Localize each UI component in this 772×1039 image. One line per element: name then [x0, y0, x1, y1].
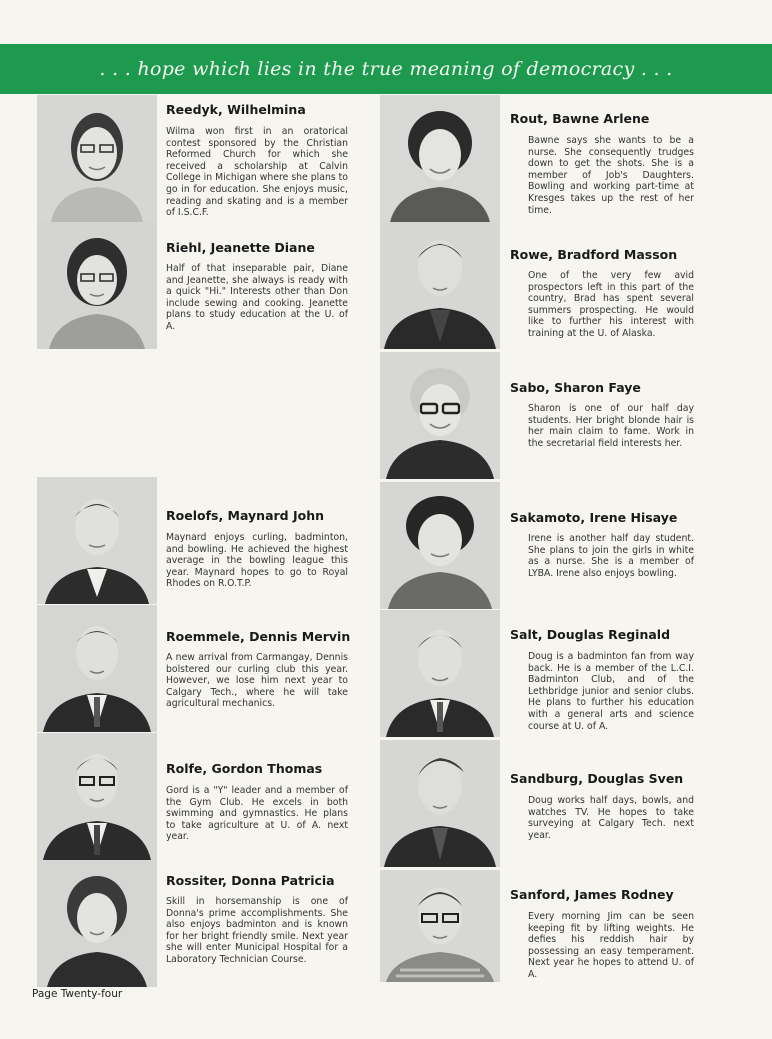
- student-photo: [37, 477, 157, 604]
- student-name: Salt, Douglas Reginald: [510, 627, 671, 642]
- student-bio: Doug is a badminton fan from way back. He is a member of the L.C.I. Badminton Club, and of the Lethbridge junior and senior clubs. He plans to further his education with a general arts and science course at U. of A.: [528, 651, 694, 732]
- student-bio: Irene is another half day student. She plans to join the girls in white as a nurse. She is a member of LYBA. Irene also enjoys bowling.: [528, 533, 694, 579]
- student-name: Sakamoto, Irene Hisaye: [510, 510, 678, 525]
- student-photo: [380, 95, 500, 222]
- student-name: Rowe, Bradford Masson: [510, 247, 678, 262]
- student-photo: [37, 605, 157, 732]
- student-name: Rolfe, Gordon Thomas: [166, 761, 323, 776]
- student-bio: A new arrival from Carmangay, Dennis bolstered our curling club this year. However, we lose him next year to Calgary Tech., where he will take agricultural mechanics.: [166, 652, 348, 710]
- student-photo: [37, 860, 157, 987]
- student-bio: Doug works half days, bowls, and watches TV. He hopes to take surveying at Calgary Tech. next year.: [528, 795, 694, 841]
- student-bio: Gord is a "Y" leader and a member of the Gym Club. He excels in both swimming and gymnastics. He plans to take agriculture at U. of A. next year.: [166, 785, 348, 843]
- student-name: Sanford, James Rodney: [510, 887, 674, 902]
- student-bio: Wilma won first in an oratorical contest sponsored by the Christian Reformed Church for which she received a scholarship at Calvin College in Michigan where she plans to go in for education. She enjoys music, reading and skating and is a member of I.S.C.F.: [166, 126, 348, 219]
- student-name: Sabo, Sharon Faye: [510, 380, 641, 395]
- student-bio: Bawne says she wants to be a nurse. She consequently trudges down to get the shots. She is a member of Job's Daughters. Bowling and working part-time at Kresges takes up the rest of her time.: [528, 135, 694, 216]
- student-bio: One of the very few avid prospectors left in this part of the country, Brad has spent several summers prospecting. He would like to further his interest with training at the U. of Alaska.: [528, 270, 694, 339]
- header-banner: [0, 44, 772, 94]
- student-photo: [380, 482, 500, 609]
- student-bio: Half of that inseparable pair, Diane and Jeanette, she always is ready with a quick "Hi." Interests other than Don include sewing and cooking. Jeanette plans to study education at the U. of A.: [166, 263, 348, 332]
- page-number: Page Twenty-four: [32, 988, 123, 1000]
- student-name: Reedyk, Wilhelmina: [166, 102, 306, 117]
- student-photo: [380, 870, 500, 982]
- student-name: Sandburg, Douglas Sven: [510, 771, 684, 786]
- student-photo: [37, 222, 157, 349]
- student-name: Roemmele, Dennis Mervin: [166, 629, 351, 644]
- student-photo: [37, 733, 157, 860]
- student-name: Riehl, Jeanette Diane: [166, 240, 315, 255]
- student-photo: [380, 352, 500, 479]
- student-bio: Skill in horsemanship is one of Donna's prime accomplishments. She also enjoys badminton and is known for her bright friendly smile. Next year she will enter Municipal Hospital for a Laboratory Technician Course.: [166, 896, 348, 965]
- student-name: Roelofs, Maynard John: [166, 508, 325, 523]
- student-bio: Maynard enjoys curling, badminton, and bowling. He achieved the highest average in the bowling league this year. Maynard hopes to go to Royal Rhodes on R.O.T.P.: [166, 532, 348, 590]
- student-photo: [380, 740, 500, 867]
- student-name: Rossiter, Donna Patricia: [166, 873, 335, 888]
- student-photo: [380, 610, 500, 737]
- student-name: Rout, Bawne Arlene: [510, 111, 650, 126]
- student-bio: Every morning Jim can be seen keeping fit by lifting weights. He defies his reddish hair by possessing an easy temperament. Next year he hopes to attend U. of A.: [528, 911, 694, 980]
- student-photo: [380, 222, 500, 349]
- student-bio: Sharon is one of our half day students. Her bright blonde hair is her main claim to fame. Work in the secretarial field interests her.: [528, 403, 694, 449]
- banner-motto: . . . hope which lies in the true meaning of democracy . . .: [99, 58, 673, 80]
- student-photo: [37, 95, 157, 222]
